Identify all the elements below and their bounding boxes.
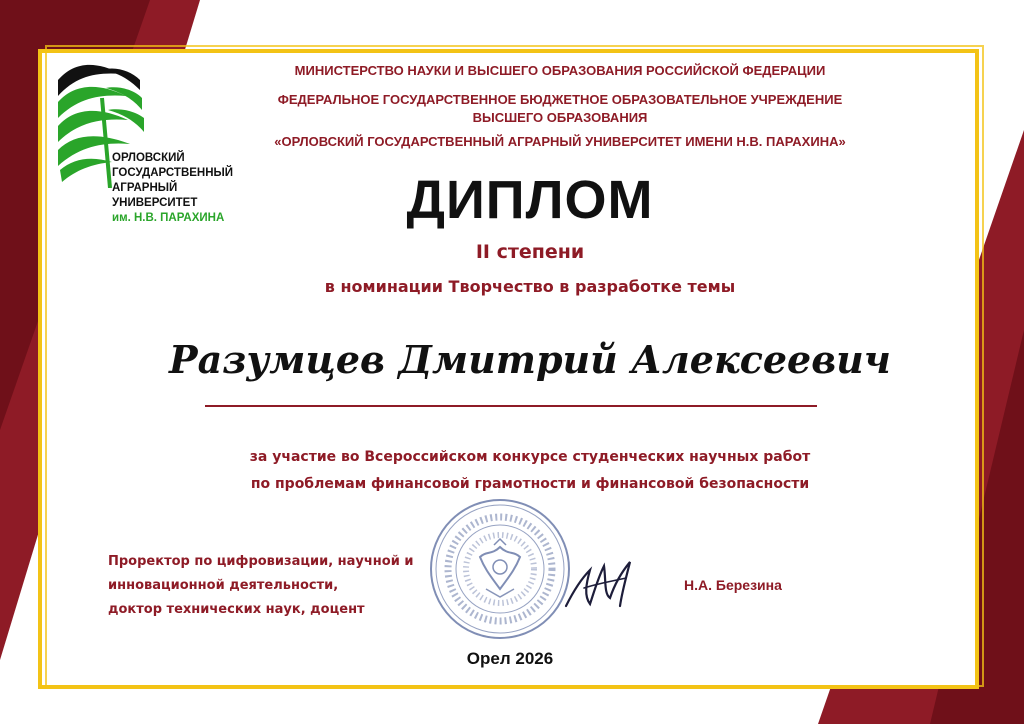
signatory-position-line-2: инновационной деятельности, (108, 578, 339, 593)
signatory-position-line-1: Проректор по цифровизации, научной и (108, 554, 414, 569)
recipient-name: Разумцев Дмитрий Алексеевич (169, 337, 891, 382)
diploma-degree: II степени (475, 241, 585, 263)
city-year: Орел 2026 (466, 649, 554, 668)
university-seal-icon (428, 497, 572, 641)
diploma-title: ДИПЛОМ (406, 170, 654, 230)
institution-type-line: ФЕДЕРАЛЬНОЕ ГОСУДАРСТВЕННОЕ БЮДЖЕТНОЕ ОБРАЗОВАТЕЛЬНОЕ УЧРЕЖДЕНИЕ (277, 92, 843, 107)
logo-subline: им. Н.В. ПАРАХИНА (112, 212, 225, 224)
university-name-line: «ОРЛОВСКИЙ ГОСУДАРСТВЕННЫЙ АГРАРНЫЙ УНИВЕРСИТЕТ ИМЕНИ Н.В. ПАРАХИНА» (274, 134, 846, 149)
award-line-1: за участие во Всероссийском конкурсе студенческих научных работ (249, 449, 811, 465)
name-underline (205, 405, 817, 407)
logo-line-3: АГРАРНЫЙ (112, 182, 178, 194)
education-level-line: ВЫСШЕГО ОБРАЗОВАНИЯ (472, 110, 648, 125)
nomination-text: в номинации Творчество в разработке темы (324, 277, 736, 296)
signatory-position-line-3: доктор технических наук, доцент (108, 602, 365, 617)
logo-line-2: ГОСУДАРСТВЕННЫЙ (112, 167, 234, 179)
logo-line-1: ОРЛОВСКИЙ (112, 152, 185, 164)
award-line-2: по проблемам финансовой грамотности и финансовой безопасности (250, 476, 810, 492)
signatory-name: Н.А. Березина (684, 577, 782, 593)
handwritten-signature-icon (560, 548, 640, 618)
ministry-line: МИНИСТЕРСТВО НАУКИ И ВЫСШЕГО ОБРАЗОВАНИЯ РОССИЙСКОЙ ФЕДЕРАЦИИ (294, 63, 826, 78)
logo-line-4: УНИВЕРСИТЕТ (112, 197, 198, 209)
logo-caption (112, 151, 233, 226)
